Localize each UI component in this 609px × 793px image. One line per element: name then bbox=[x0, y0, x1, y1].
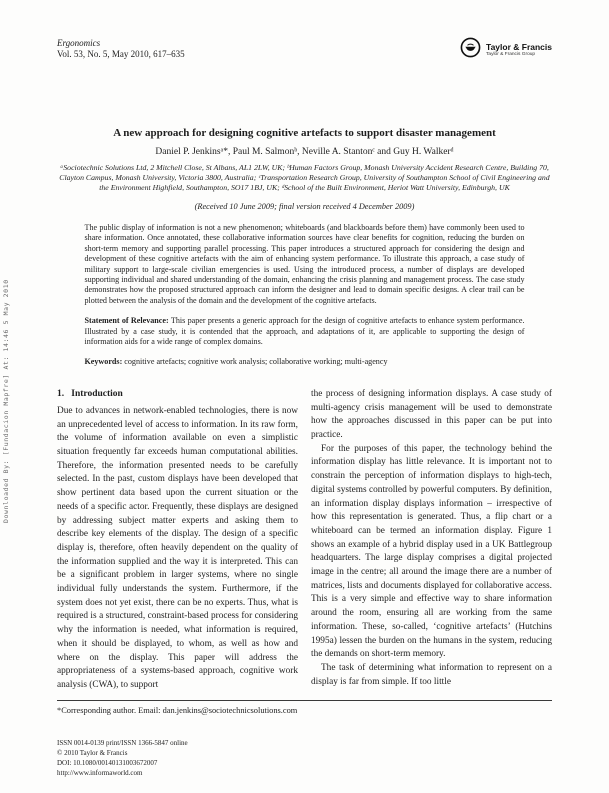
body-paragraph: Due to advances in network-enabled technologies, there is now an unprecedented level of access to information. In its raw form, the volume of information available on even a simplistic situation frequently far exceeds human computational abilities. Therefore, the information presented needs to be carefully selected. In the past, custom displays have been developed that show pertinent data based upon the current situation or the needs of a specific actor. Frequently, these displays are designed by addressing subject matter experts and asking them to describe key elements of the display. The design of a specific display is, therefore, often heavily dependent on the quality of the information supplied and the way it is interpreted. This can be a significant problem in larger systems, where no single individual fully understands the system. Furthermore, if the system does not yet exist, there can be no experts. Thus, what is required is a structured, constraint-based process for considering why the information is needed, what information is required, when it should be displayed, to whom, as well as how and where on the display. This paper will address the appropriateness of a systems-based approach, cognitive work analysis (CWA), to support bbox=[57, 405, 298, 690]
relevance-label: Statement of Relevance: bbox=[84, 316, 169, 326]
left-column bbox=[57, 388, 298, 693]
download-stamp: Downloaded By: [Fundacion Mapfre] At: 14:46 5 May 2010 bbox=[2, 279, 10, 523]
paper-page bbox=[57, 38, 552, 778]
publisher-logo bbox=[460, 37, 552, 63]
corresponding-author-footnote: *Corresponding author. Email: dan.jenkins@sociotechnicsolutions.com bbox=[57, 705, 298, 715]
issue-line: Vol. 53, No. 5, May 2010, 617–635 bbox=[57, 49, 185, 59]
body-columns bbox=[57, 388, 552, 693]
abstract: The public display of information is not a new phenomenon; whiteboards (and blackboards before them) have commonly been used to share information. Once annotated, these collaborative information sources have clear benefits for cognition, reducing the burden on short-term memory and supporting parallel processing. This paper introduces a structured approach for considering the design and development of these cognitive artefacts with the aim of enhancing system performance. To illustrate this approach, a case study of military support to large-scale civilian emergencies is used. Using the introduced process, a number of displays are developed supporting individual and shared understanding of the domain, enhancing the crisis planning and management process. The case study demonstrates how the proposed structured approach can inform the designer and lead to domain specific designs. A clear trail can be plotted between the analysis of the domain and the development of the cognitive artefacts. bbox=[84, 223, 525, 305]
relevance-text: This paper presents a generic approach for the design of cognitive artefacts to enhance system performance. Illustrated by a case study, it is contended that the approach, and adaptations of it, are applicable to supporting the design of information aids for a wide range of complex domains. bbox=[84, 316, 525, 347]
issn-line: ISSN 0014-0139 print/ISSN 1366-5847 online bbox=[57, 738, 188, 747]
author-line: Daniel P. Jenkinsᵃ*, Paul M. Salmonᵇ, Neville A. Stantonᶜ and Guy H. Walkerᵈ bbox=[155, 147, 454, 157]
publisher-name: Taylor & Francis bbox=[486, 41, 552, 52]
article-title: A new approach for designing cognitive artefacts to support disaster management bbox=[113, 127, 496, 139]
keywords-text: cognitive artefacts; cognitive work analysis; collaborative working; multi-agency bbox=[124, 357, 388, 367]
body-paragraph: For the purposes of this paper, the technology behind the information display has little relevance. It is important not to constrain the perception of information displays to high-tech, digital systems controlled by powerful computers. By definition, an information display displays information – irrespective of how this representation is generated. Thus, a flip chart or a whiteboard can be termed an information display. Figure 1 shows an example of a hybrid display used in a UK Battlegroup headquarters. The large display comprises a digital projected image in the centre; all around the image there are a number of matrices, lists and documents displayed for collaborative access. This is a very simple and effective way to share information around the room, ensuring all are working from the same information. These, so-called, ‘cognitive artefacts’ (Hutchins 1995a) lessen the burden on the humans in the system, reducing the demands on short-term memory. bbox=[311, 443, 552, 660]
section-heading-introduction: 1. Introduction bbox=[57, 388, 123, 399]
publisher-group-name: Taylor & Francis Group bbox=[486, 51, 536, 57]
journal-name: Ergonomics bbox=[57, 38, 101, 48]
keywords bbox=[85, 357, 525, 367]
imprint-footer bbox=[57, 738, 552, 778]
body-paragraph: the process of designing information displays. A case study of multi-agency crisis management will be used to demonstrate how the approaches discussed in this paper can be put into practice. bbox=[311, 388, 552, 440]
copyright-line: © 2010 Taylor & Francis bbox=[57, 748, 128, 757]
right-column bbox=[311, 388, 552, 693]
journal-info bbox=[57, 38, 185, 60]
keywords-label: Keywords: bbox=[84, 357, 123, 367]
informaworld-url: http://www.informaworld.com bbox=[57, 768, 143, 777]
body-paragraph: The task of determining what information to represent on a display is far from simple. If too little bbox=[311, 662, 552, 687]
received-line: (Received 10 June 2009; final version received 4 December 2009) bbox=[194, 202, 415, 211]
taylor-francis-logo-icon bbox=[460, 37, 481, 63]
statement-of-relevance bbox=[85, 316, 525, 347]
doi-line: DOI: 10.1080/00140131003672007 bbox=[57, 758, 158, 767]
affiliations: ᵃSociotechnic Solutions Ltd, 2 Mitchell Close, St Albans, AL1 2LW, UK; ᵇHuman Factors Group, Monash University Accident Research Centre, Building 70, Clayton Campus, Monash University, Victoria 3800, Australia; ᶜTransportation Research Group, University of Southampton School of Civil Engineering and the Environment Highfield, Southampton, SO17 1BJ, UK; ᵈSchool of the Built Environment, Heriot Watt University, Edinburgh, UK bbox=[59, 163, 550, 192]
page-header bbox=[57, 38, 552, 64]
footnote-divider bbox=[57, 700, 552, 701]
publisher-logo-text bbox=[486, 43, 552, 58]
